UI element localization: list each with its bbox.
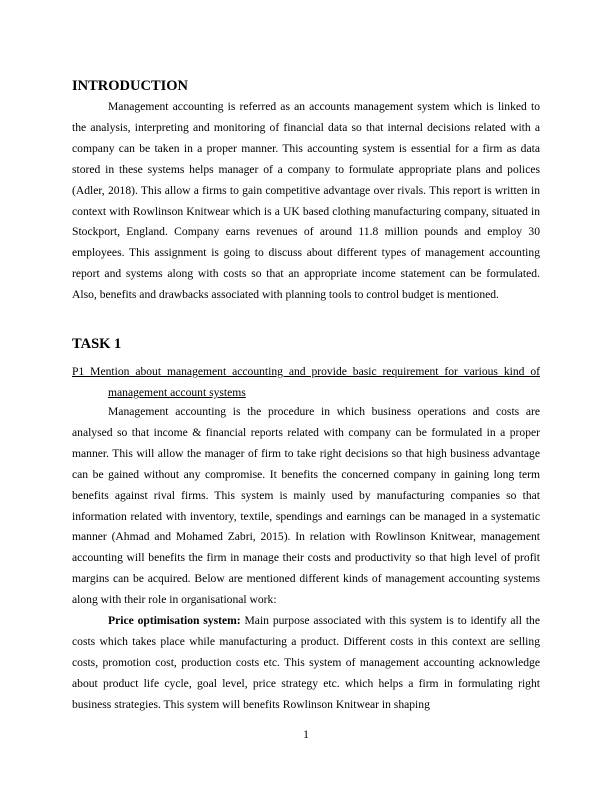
task1-heading: TASK 1 [72,336,122,352]
task1-subheading-line1: P1 Mention about management accounting and provide basic requirement for various kind of [72,365,540,378]
intro-heading: INTRODUCTION [72,78,189,94]
task1-subheading [72,362,540,404]
page-number: 1 [303,728,309,741]
intro-paragraph: Management accounting is referred as an accounts management system which is linked to the analysis, interpreting and monitoring of financial data so that internal decisions related with a company can be taken in a proper manner. This accounting system is essential for a firm as data stored in these systems helps manager of a company to formulate appropriate plans and polices (Adler, 2018). This allow a firms to gain competitive advantage over rivals. This report is written in context with Rowlinson Knitwear which is a UK based clothing manufacturing company, situated in Stockport, England. Company earns revenues of around 11.8 million pounds and employ 30 employees. This assignment is going to discuss about different types of management accounting report and systems along with costs so that an appropriate income statement can be formulated. Also, benefits and drawbacks associated with planning tools to control budget is mentioned. [72,100,540,302]
task1-paragraph-2 [72,611,540,716]
task1-subheading-line2: management account systems [108,385,246,399]
price-optimisation-label: Price optimisation system: [108,614,241,627]
task1-paragraph-1: Management accounting is the procedure in which business operations and costs are analysed so that income & financial reports related with company can be formulated in a proper manner. This will allow the manager of firm to take right decisions so that high business advantage can be gained without any compromise. It benefits the concerned company in gaining long term benefits against rival firms. This system is mainly used by manufacturing companies so that information related with inventory, textile, spendings and earnings can be managed in a systematic manner (Ahmad and Mohamed Zabri, 2015). In relation with Rowlinson Knitwear, management accounting will benefits the firm in manage their costs and productivity so that high level of profit margins can be acquired. Below are mentioned different kinds of management accounting systems along with their role in organisational work: [72,405,540,607]
price-optimisation-text: Main purpose associated with this system is to identify all the costs which takes place while manufacturing a product. Different costs in this context are selling costs, promotion cost, production costs etc. This system of management accounting acknowledge about product life cycle, goal level, price strategy etc. which helps a firm in formulating right business strategies. This system will benefits Rowlinson Knitwear in shaping [72,614,540,711]
